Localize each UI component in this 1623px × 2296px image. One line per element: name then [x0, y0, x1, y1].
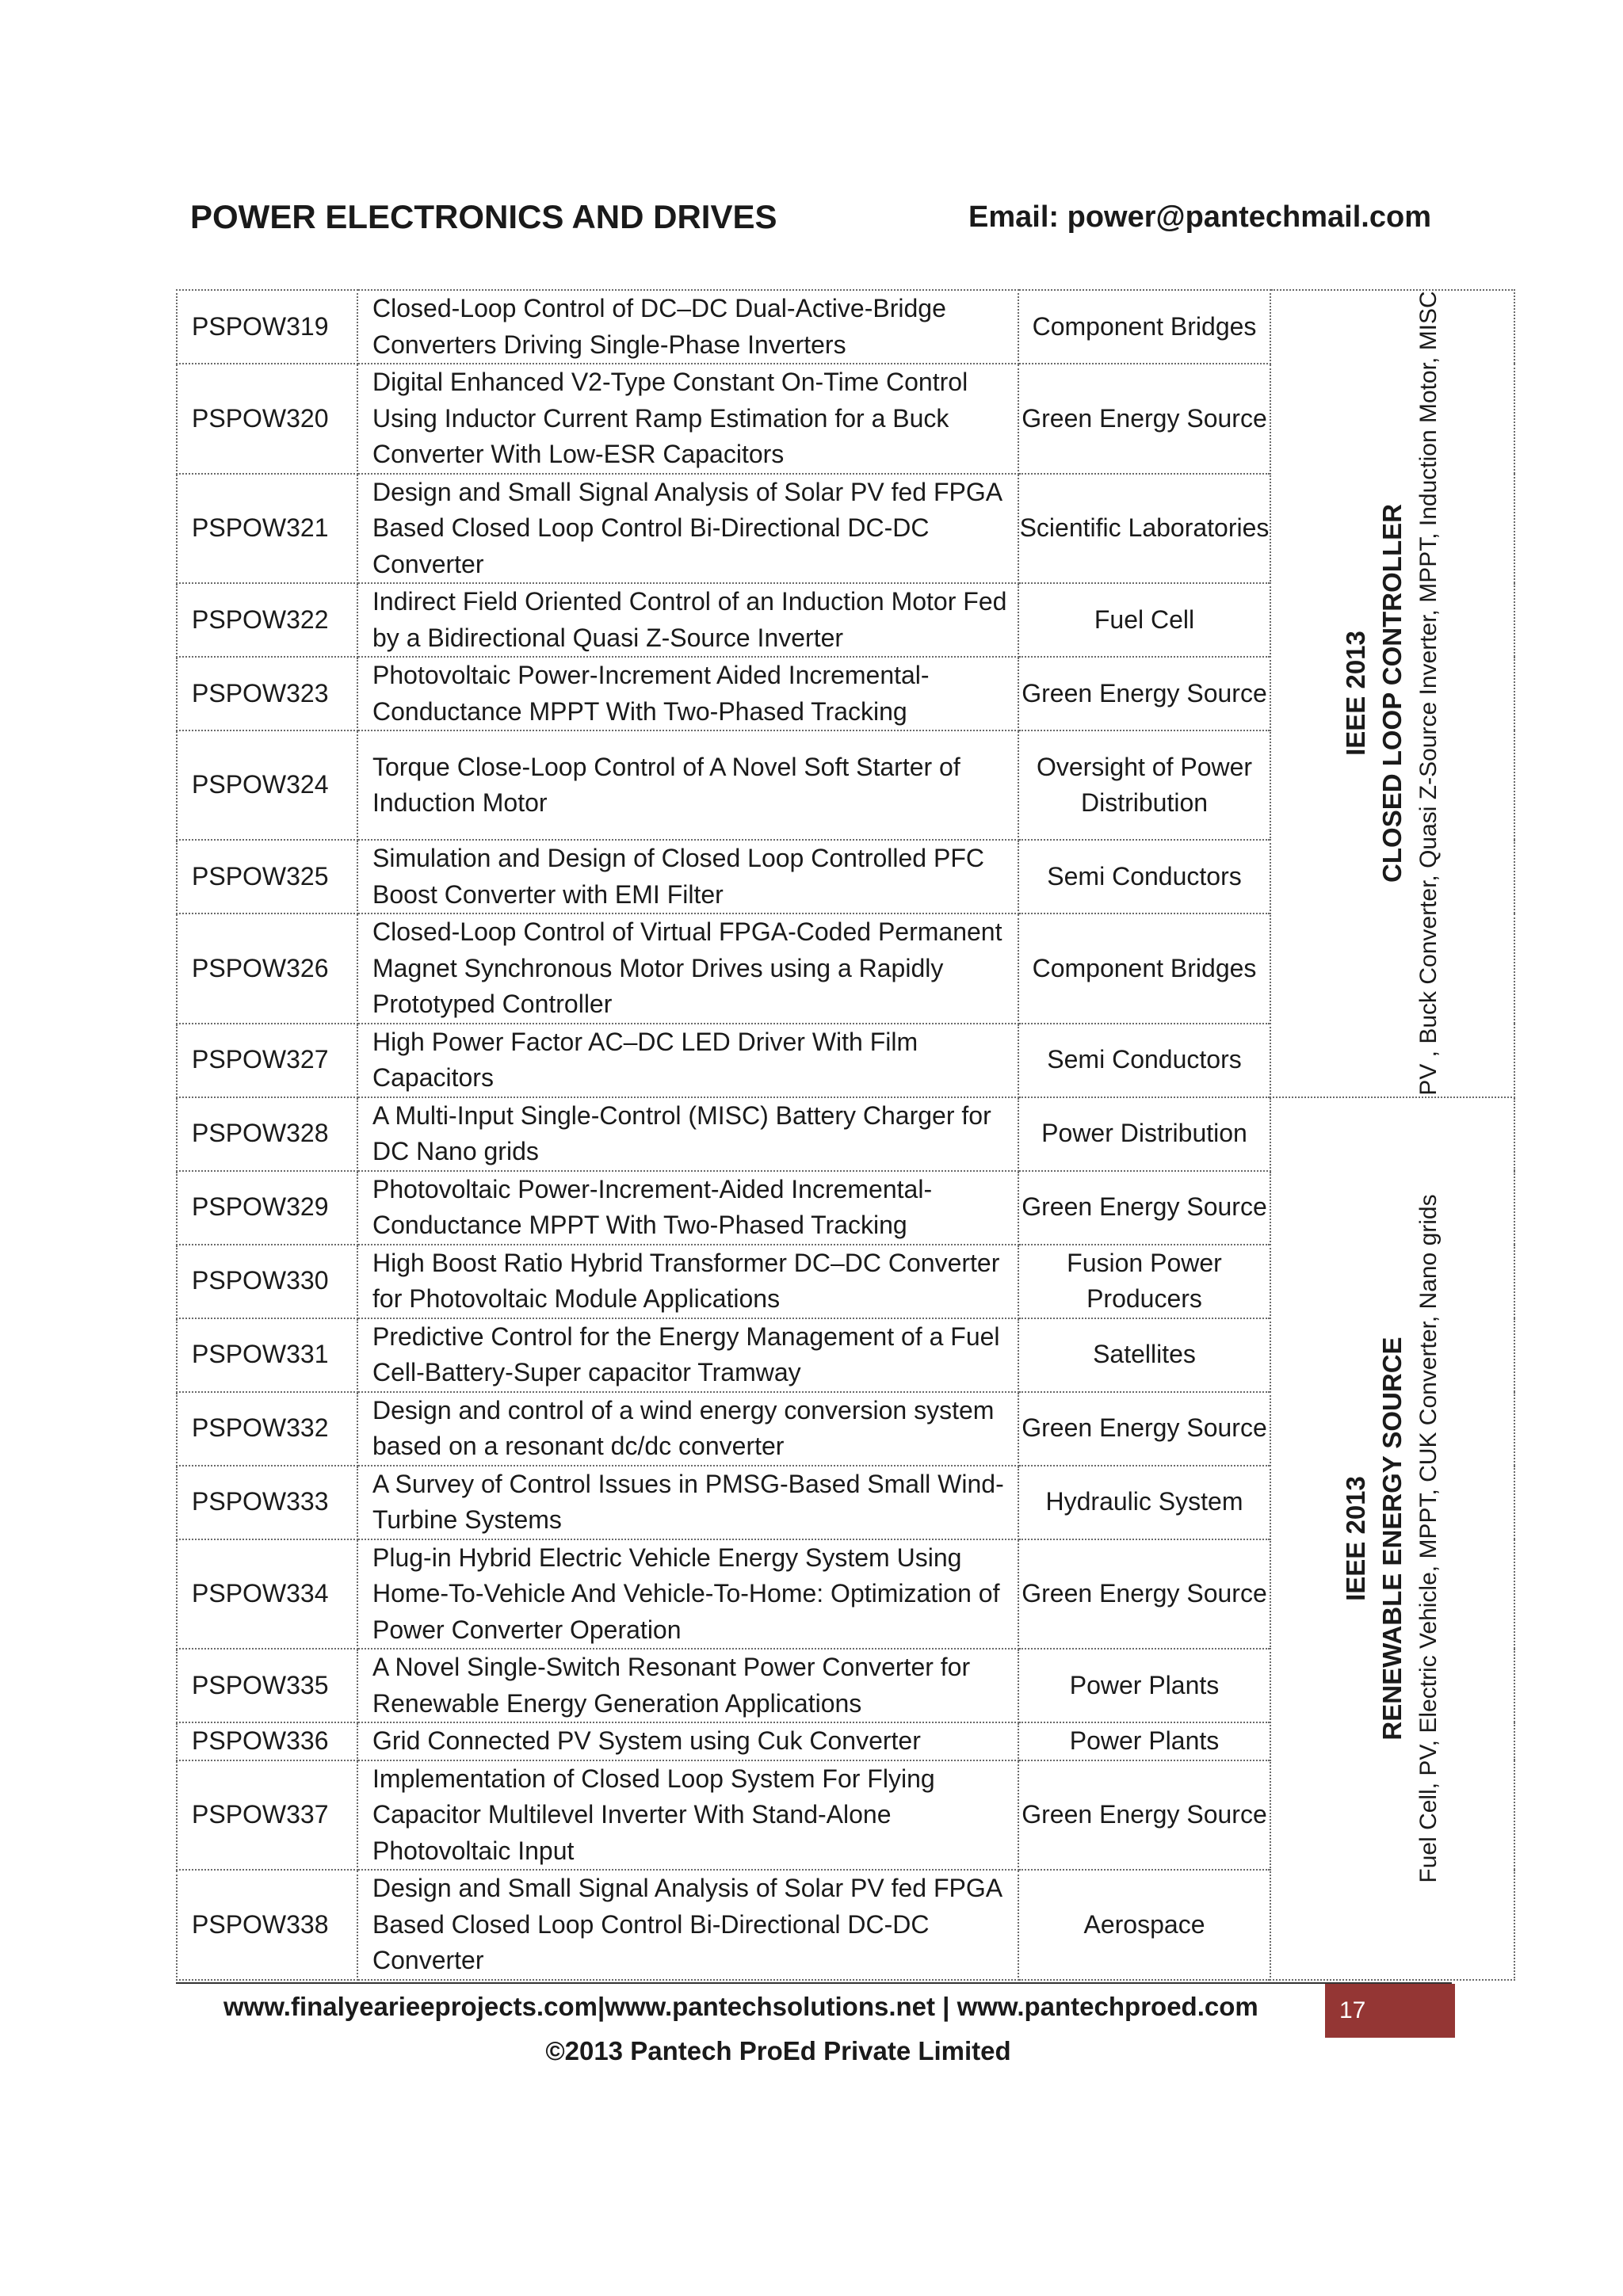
project-title: A Multi-Input Single-Control (MISC) Battery Charger for DC Nano grids: [357, 1097, 1018, 1171]
footer-divider: [176, 1982, 1452, 1984]
project-title: Digital Enhanced V2-Type Constant On-Time Control Using Inductor Current Ramp Estimation for a Buck Converter With Low-ESR Capacitors: [357, 364, 1018, 474]
project-category: Scientific Laboratories: [1018, 474, 1270, 584]
project-category: Satellites: [1018, 1318, 1270, 1392]
group-label-cell: [1270, 1097, 1514, 1980]
project-category: Green Energy Source: [1018, 1539, 1270, 1650]
project-code: PSPOW319: [177, 290, 357, 364]
project-category: Semi Conductors: [1018, 1024, 1270, 1097]
project-category: Oversight of Power Distribution: [1018, 730, 1270, 840]
project-title: Design and control of a wind energy conversion system based on a resonant dc/dc converter: [357, 1392, 1018, 1466]
project-category: Aerospace: [1018, 1870, 1270, 1980]
project-title: Photovoltaic Power-Increment-Aided Incremental-Conductance MPPT With Two-Phased Tracking: [357, 1171, 1018, 1245]
project-category: Green Energy Source: [1018, 364, 1270, 474]
project-title: Predictive Control for the Energy Management of a Fuel Cell-Battery-Super capacitor Tramway: [357, 1318, 1018, 1392]
project-title: Torque Close-Loop Control of A Novel Soft Starter of Induction Motor: [357, 730, 1018, 840]
group-label-closed-loop: [1338, 292, 1447, 1096]
project-code: PSPOW325: [177, 840, 357, 913]
project-category: Power Plants: [1018, 1722, 1270, 1760]
project-title: Simulation and Design of Closed Loop Controlled PFC Boost Converter with EMI Filter: [357, 840, 1018, 913]
project-title: High Boost Ratio Hybrid Transformer DC–DC Converter for Photovoltaic Module Applications: [357, 1245, 1018, 1318]
table-row: [177, 290, 1514, 364]
group-title: RENEWABLE ENERGY SOURCE: [1377, 1336, 1407, 1741]
project-table: [176, 289, 1515, 1981]
group-label-renewable: [1338, 1194, 1447, 1882]
project-code: PSPOW329: [177, 1171, 357, 1245]
project-title: Closed-Loop Control of DC–DC Dual-Active-Bridge Converters Driving Single-Phase Inverters: [357, 290, 1018, 364]
project-code: PSPOW333: [177, 1466, 357, 1539]
project-code: PSPOW326: [177, 913, 357, 1024]
project-code: PSPOW334: [177, 1539, 357, 1650]
project-category: Green Energy Source: [1018, 657, 1270, 730]
group-year: IEEE 2013: [1341, 1475, 1370, 1601]
project-code: PSPOW337: [177, 1760, 357, 1871]
project-title: Closed-Loop Control of Virtual FPGA-Coded Permanent Magnet Synchronous Motor Drives using a Rapidly Prototyped Controller: [357, 913, 1018, 1024]
project-code: PSPOW338: [177, 1870, 357, 1980]
project-category: Green Energy Source: [1018, 1392, 1270, 1466]
project-title: Photovoltaic Power-Increment Aided Incremental-Conductance MPPT With Two-Phased Tracking: [357, 657, 1018, 730]
project-category: Component Bridges: [1018, 290, 1270, 364]
footer-website-links[interactable]: www.finalyearieeprojects.com|www.pantechsolutions.net | www.pantechproed.com: [223, 1992, 1258, 2021]
project-code: PSPOW335: [177, 1649, 357, 1722]
project-title: Plug-in Hybrid Electric Vehicle Energy System Using Home-To-Vehicle And Vehicle-To-Home: Optimization of Power Converter Operation: [357, 1539, 1018, 1650]
group-year: IEEE 2013: [1341, 631, 1370, 757]
project-code: PSPOW330: [177, 1245, 357, 1318]
group-keywords: PV , Buck Converter, Quasi Z-Source Inverter, MPPT, Induction Motor, MISC: [1415, 291, 1442, 1096]
footer-copyright: ©2013 Pantech ProEd Private Limited: [545, 2036, 1011, 2065]
project-code: PSPOW331: [177, 1318, 357, 1392]
project-category: Hydraulic System: [1018, 1466, 1270, 1539]
project-title: A Survey of Control Issues in PMSG-Based Small Wind-Turbine Systems: [357, 1466, 1018, 1539]
project-title: Implementation of Closed Loop System For Flying Capacitor Multilevel Inverter With Stand-Alone Photovoltaic Input: [357, 1760, 1018, 1871]
project-code: PSPOW336: [177, 1722, 357, 1760]
group-title: CLOSED LOOP CONTROLLER: [1377, 504, 1407, 883]
project-category: Semi Conductors: [1018, 840, 1270, 913]
project-category: Fusion Power Producers: [1018, 1245, 1270, 1318]
page-header-title: POWER ELECTRONICS AND DRIVES: [190, 198, 777, 235]
project-title: High Power Factor AC–DC LED Driver With Film Capacitors: [357, 1024, 1018, 1097]
project-code: PSPOW321: [177, 474, 357, 584]
project-title: Indirect Field Oriented Control of an Induction Motor Fed by a Bidirectional Quasi Z-Source Inverter: [357, 583, 1018, 657]
project-category: Power Plants: [1018, 1649, 1270, 1722]
project-category: Power Distribution: [1018, 1097, 1270, 1171]
project-category: Component Bridges: [1018, 913, 1270, 1024]
project-code: PSPOW327: [177, 1024, 357, 1097]
group-label-cell: [1270, 290, 1514, 1097]
page-header-email: Email: power@pantechmail.com: [968, 200, 1431, 234]
page-number-badge: 17: [1325, 1984, 1455, 2038]
group-keywords: Fuel Cell, PV, Electric Vehicle, MPPT, CUK Converter, Nano grids: [1415, 1193, 1442, 1883]
project-code: PSPOW328: [177, 1097, 357, 1171]
project-code: PSPOW320: [177, 364, 357, 474]
project-code: PSPOW332: [177, 1392, 357, 1466]
project-code: PSPOW322: [177, 583, 357, 657]
project-code: PSPOW323: [177, 657, 357, 730]
project-title: Design and Small Signal Analysis of Solar PV fed FPGA Based Closed Loop Control Bi-Directional DC-DC Converter: [357, 1870, 1018, 1980]
table-row: [177, 1097, 1514, 1171]
project-title: A Novel Single-Switch Resonant Power Converter for Renewable Energy Generation Applications: [357, 1649, 1018, 1722]
project-category: Green Energy Source: [1018, 1171, 1270, 1245]
project-category: Green Energy Source: [1018, 1760, 1270, 1871]
project-category: Fuel Cell: [1018, 583, 1270, 657]
project-title: Design and Small Signal Analysis of Solar PV fed FPGA Based Closed Loop Control Bi-Directional DC-DC Converter: [357, 474, 1018, 584]
project-title: Grid Connected PV System using Cuk Converter: [357, 1722, 1018, 1760]
project-code: PSPOW324: [177, 730, 357, 840]
